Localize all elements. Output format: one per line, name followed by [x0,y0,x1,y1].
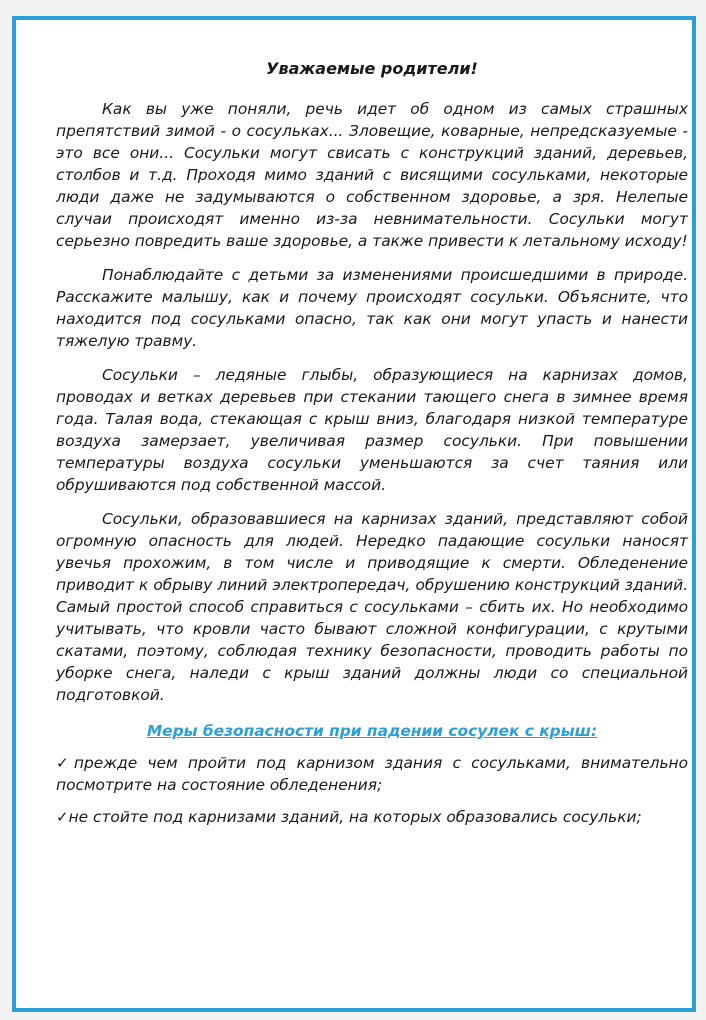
checkmark-icon: ✓ [56,754,74,772]
document-content [56,58,688,838]
document-title: Уважаемые родители! [266,59,478,78]
safety-item-text: прежде чем пройти под карнизом здания с сосульками, внимательно посмотрите на состояние обледенения; [56,754,688,794]
safety-item [56,752,688,796]
safety-item [56,806,688,828]
paragraph-observe: Понаблюдайте с детьми за изменениями происшедшими в природе. Расскажите малышу, как и почему происходят сосульки. Объясните, что находится под сосульками опасно, так как они могут упасть и нанести тяжелую травму. [56,266,688,350]
safety-item-text: не стойте под карнизами зданий, на которых образовались сосульки; [68,808,642,826]
checkmark-icon: ✓ [56,808,69,826]
paragraph-definition: Сосульки – ледяные глыбы, образующиеся на карнизах домов, проводах и ветках деревьев при стекании тающего снега в зимнее время года. Талая вода, стекающая с крыш вниз, благодаря низкой температуре воздуха замерзает, увеличивая размер сосульки. При повышении температуры воздуха сосульки уменьшаются за счет таяния или обрушиваются под собственной массой. [56,366,688,494]
paragraph-intro: Как вы уже поняли, речь идет об одном из самых страшных препятствий зимой - о сосульках... Зловещие, коварные, непредсказуемые - это все они... Сосульки могут свисать с конструкций зданий, деревьев, столбов и т.д. Проходя мимо зданий с висящими сосульками, некоторые люди даже не задумываются о собственном здоровье, а зря. Нелепые случаи происходят именно из-за невнимательности. Сосульки могут серьезно повредить ваше здоровье, а также привести к летальному исходу! [56,100,688,250]
paragraph-danger: Сосульки, образовавшиеся на карнизах зданий, представляют собой огромную опасность для людей. Нередко падающие сосульки наносят увечья прохожим, в том числе и приводящие к смерти. Обледенение приводит к обрыву линий электропередач, обрушению конструкций зданий. Самый простой способ справиться с сосульками – сбить их. Но необходимо учитывать, что кровли часто бывают сложной конфигурации, с крутыми скатами, поэтому, соблюдая технику безопасности, проводить работы по уборке снега, наледи с крыш зданий должны люди со специальной подготовкой. [56,510,688,704]
document-frame [12,16,696,1012]
safety-subtitle: Меры безопасности при падении сосулек с крыш: [146,722,598,740]
